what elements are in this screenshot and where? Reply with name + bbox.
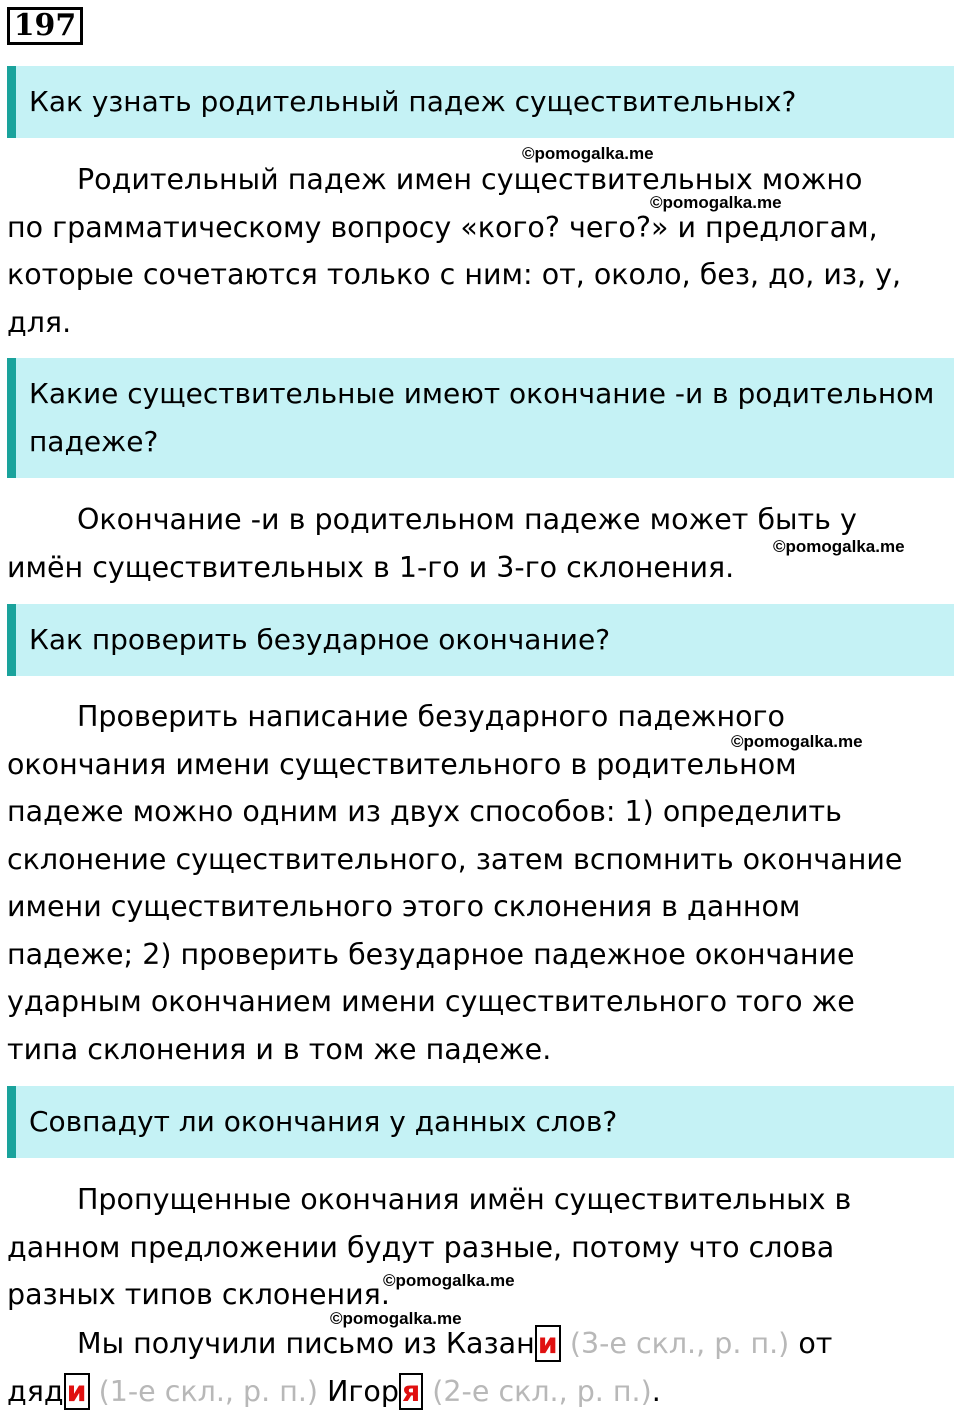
watermark: ©pomogalka.me (330, 1309, 462, 1328)
ending-box-3: я (399, 1373, 423, 1410)
answer-2: Окончание -и в родительном падеже может быть у имён существительных в 1-го и 3-го склонения. (7, 503, 857, 584)
question-1: Как узнать родительный падеж существительных? (7, 66, 954, 138)
sentence-part-2: от дяд (7, 1327, 833, 1408)
sentence-part-1: Мы получили письмо из Казан (77, 1327, 535, 1360)
watermark: ©pomogalka.me (383, 1271, 515, 1290)
watermark: ©pomogalka.me (522, 144, 654, 163)
question-4: Совпадут ли окончания у данных слов? (7, 1086, 954, 1158)
exercise-number: 197 (7, 7, 83, 45)
ending-box-2: и (64, 1373, 90, 1410)
declension-note-2: (1-е скл., р. п.) (89, 1374, 319, 1408)
example-sentence (7, 1320, 907, 1415)
declension-note-3: (2-е скл., р. п.) (423, 1374, 652, 1408)
watermark: ©pomogalka.me (650, 193, 782, 212)
answer-3: Проверить написание безударного падежного окончания имени существительного в родительном падеже можно одним из двух способов: 1) определить склонение существительного, затем вспомнить окончание имени существительного этого склонения в данном падеже; 2) проверить безударное падежное окончание ударным окончанием имени существительного того же типа склонения и в том же падеже. (7, 700, 903, 1066)
question-2: Какие существительные имеют окончание -и в родительном падеже? (7, 358, 954, 478)
sentence-part-3: Игор (318, 1374, 399, 1408)
watermark: ©pomogalka.me (773, 537, 905, 556)
answer-4: Пропущенные окончания имён существительных в данном предложении будут разные, потому что слова разных типов склонения. (7, 1183, 852, 1311)
declension-note-1: (3-е скл., р. п.) (560, 1327, 790, 1360)
ending-box-1: и (535, 1325, 561, 1362)
watermark: ©pomogalka.me (731, 732, 863, 751)
question-3: Как проверить безударное окончание? (7, 604, 954, 676)
sentence-end: . (651, 1374, 661, 1408)
answer-1: Родительный падеж имен существительных можно по грамматическому вопросу «кого? чего?» и предлогам, которые сочетаются только с ним: от, около, без, до, из, у, для. (7, 163, 902, 339)
